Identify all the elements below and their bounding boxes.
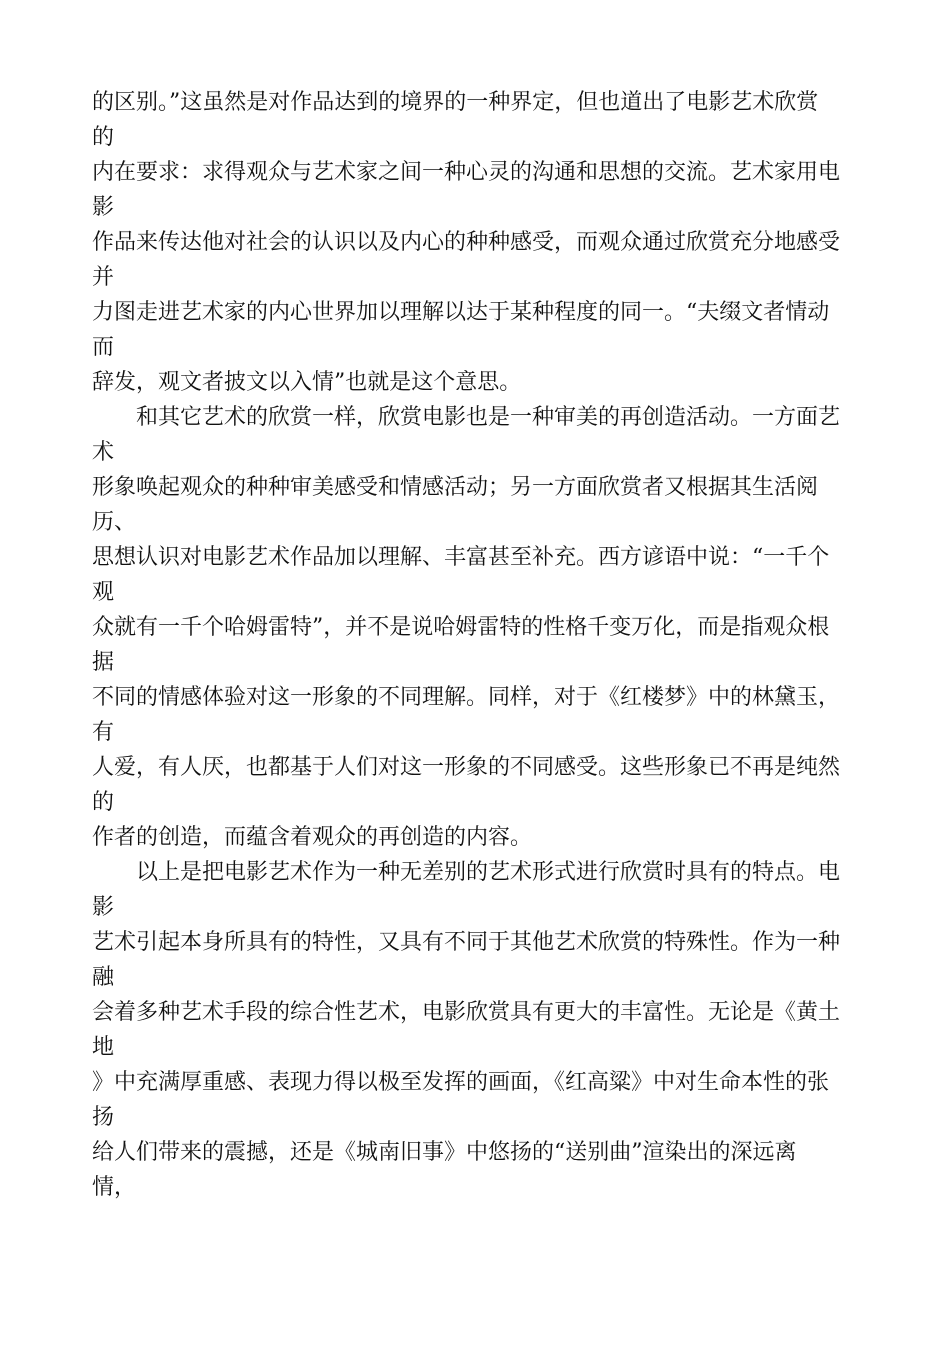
text-line-17: 据 xyxy=(92,650,115,675)
text-line-5: 作品来传达他对社会的认识以及内心的种种感受，而观众通过欣赏充分地感受 xyxy=(92,230,841,255)
text-line-18: 不同的情感体验对这一形象的不同理解。同样，对于《红楼梦》中的林黛玉， xyxy=(92,685,841,710)
text-line-32: 情， xyxy=(92,1175,137,1200)
text-line-11: 术 xyxy=(92,440,115,465)
text-line-27: 会着多种艺术手段的综合性艺术，电影欣赏具有更大的丰富性。无论是《黄土 xyxy=(92,1000,841,1025)
text-line-26: 融 xyxy=(92,965,115,990)
text-line-15: 观 xyxy=(92,580,115,605)
text-line-31: 给人们带来的震撼，还是《城南旧事》中悠扬的“送别曲”渲染出的深远离 xyxy=(92,1140,797,1165)
text-line-19: 有 xyxy=(92,720,115,745)
text-line-1: 的区别。”这虽然是对作品达到的境界的一种界定，但也道出了电影艺术欣赏 xyxy=(92,90,819,115)
text-line-28: 地 xyxy=(92,1035,115,1060)
text-line-30: 扬 xyxy=(92,1105,115,1130)
text-line-13: 历、 xyxy=(92,510,137,535)
text-line-21: 的 xyxy=(92,790,115,815)
text-line-22: 作者的创造，而蕴含着观众的再创造的内容。 xyxy=(92,825,533,850)
text-line-12: 形象唤起观众的种种审美感受和情感活动；另一方面欣赏者又根据其生活阅 xyxy=(92,475,819,500)
text-line-29: 》中充满厚重感、表现力得以极至发挥的画面，《红高粱》中对生命本性的张 xyxy=(92,1070,830,1095)
text-line-9: 辞发，观文者披文以入情”也就是这个意思。 xyxy=(92,370,522,395)
text-line-24: 影 xyxy=(92,895,115,920)
text-line-7: 力图走进艺术家的内心世界加以理解以达于某种程度的同一。“夫缀文者情动 xyxy=(92,300,830,325)
text-line-6: 并 xyxy=(92,265,115,290)
text-line-25: 艺术引起本身所具有的特性，又具有不同于其他艺术欣赏的特殊性。作为一种 xyxy=(92,930,841,955)
text-line-10: 和其它艺术的欣赏一样，欣赏电影也是一种审美的再创造活动。一方面艺 xyxy=(92,405,841,430)
text-line-2: 的 xyxy=(92,125,115,150)
text-line-8: 而 xyxy=(92,335,115,360)
text-line-20: 人爱，有人厌，也都基于人们对这一形象的不同感受。这些形象已不再是纯然 xyxy=(92,755,841,780)
text-line-23: 以上是把电影艺术作为一种无差别的艺术形式进行欣赏时具有的特点。电 xyxy=(92,860,841,885)
body-text xyxy=(92,85,862,1205)
text-line-4: 影 xyxy=(92,195,115,220)
text-line-3: 内在要求：求得观众与艺术家之间一种心灵的沟通和思想的交流。艺术家用电 xyxy=(92,160,841,185)
text-line-16: 众就有一千个哈姆雷特”，并不是说哈姆雷特的性格千变万化，而是指观众根 xyxy=(92,615,830,640)
text-line-14: 思想认识对电影艺术作品加以理解、丰富甚至补充。西方谚语中说：“一千个 xyxy=(92,545,830,570)
